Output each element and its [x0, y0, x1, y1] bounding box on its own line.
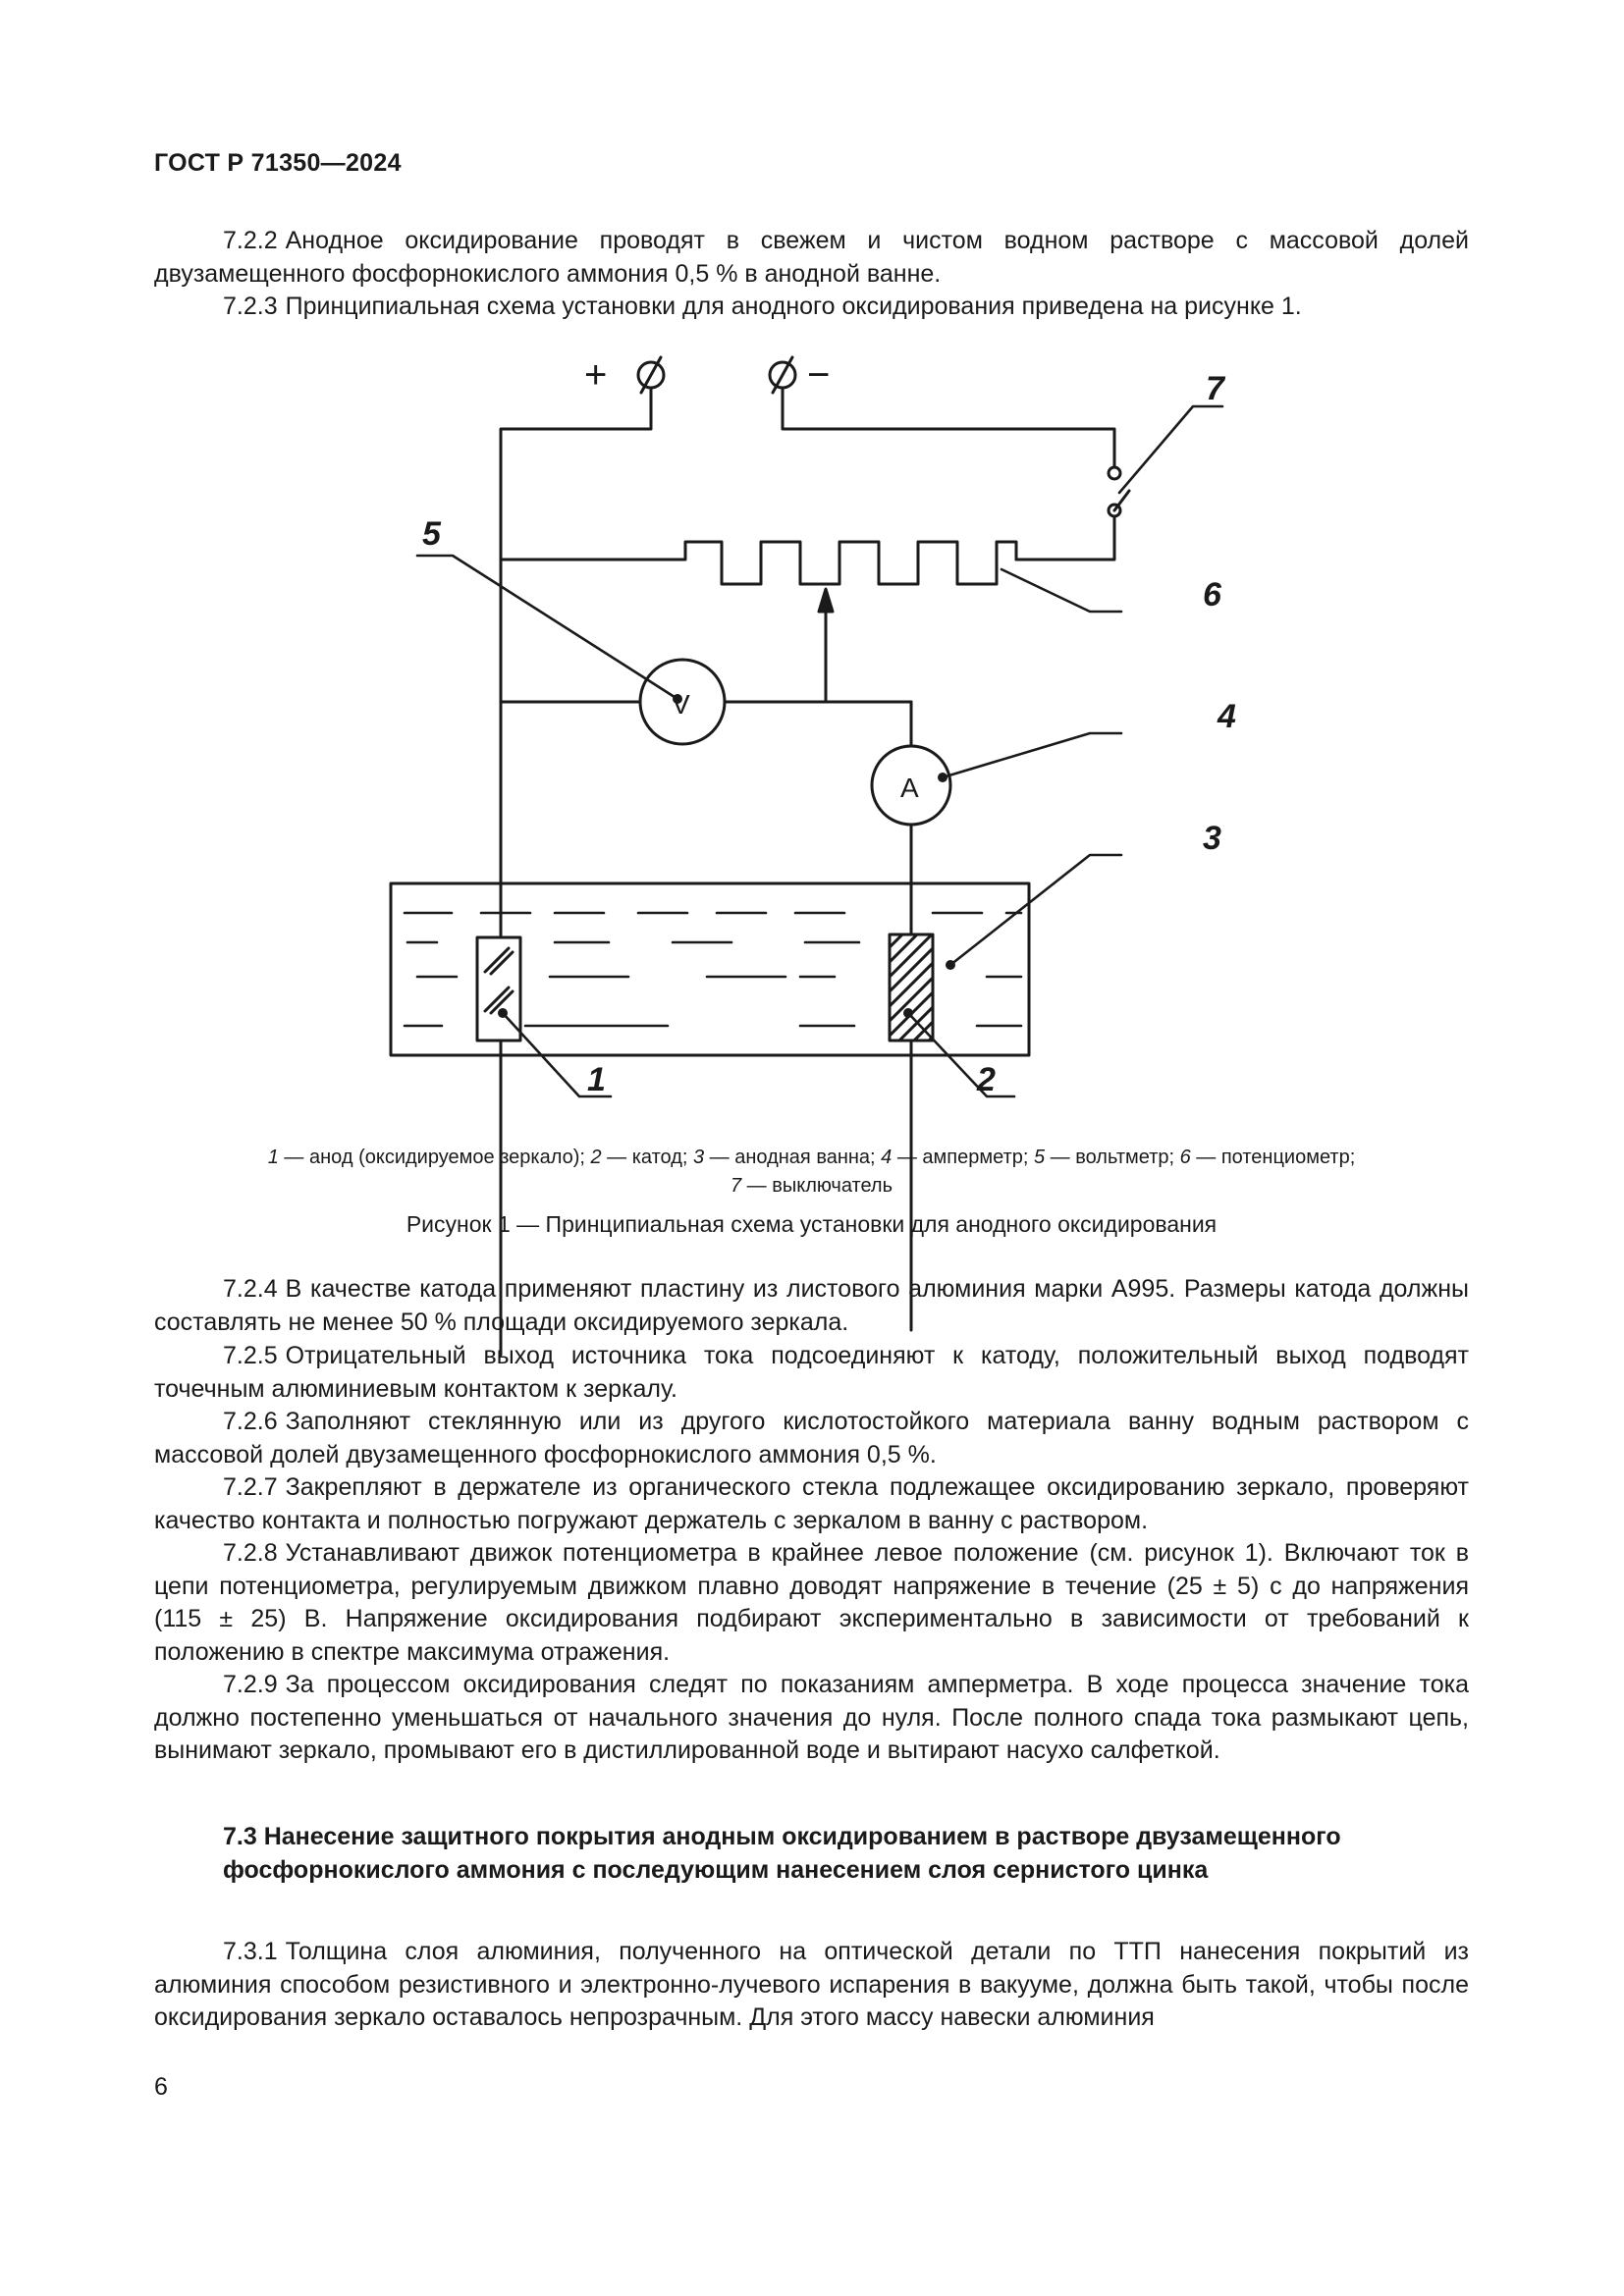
page-number: 6: [154, 2073, 168, 2101]
paragraph-number: 7.2.8: [223, 1539, 278, 1567]
paragraph-text: Толщина слоя алюминия, полученного на оптической детали по ТТП нанесения покрытий из алюминия способом резистивного и электронно-лучевого испарения в вакууме, должна быть такой, чтобы после оксидирования зеркало оставалось непрозрачным. Для этого массу навески алюминия: [154, 1938, 1469, 2031]
figure-caption: Рисунок 1 — Принципиальная схема установки для анодного оксидирования: [406, 1211, 1218, 1237]
paragraph-text: Закрепляют в держателе из органического стекла подлежащее оксидированию зеркало, проверяют качество контакта и полностью погружают держатель с зеркалом в ванну с раствором.: [154, 1473, 1469, 1534]
paragraph-number: 7.2.5: [223, 1342, 278, 1369]
wiper-arrow-icon: [819, 589, 833, 612]
legend-text: — выключатель: [741, 1175, 893, 1197]
wire-switch-to-potentiometer: [1016, 516, 1114, 560]
circuit-diagram-svg: [383, 348, 1236, 1109]
document-header: ГОСТ Р 71350—2024: [154, 149, 402, 177]
paragraph-number: 7.2.4: [223, 1275, 278, 1303]
paragraph-text: Устанавливают движок потенциометра в крайнее левое положение (см. рисунок 1). Включают ток в цепи потенциометра, регулируемым движком плавно доводят напряжение в течение (25 ± 5) с до напряжения (115 ± 25) В. Напряжение оксидирования подбирают экспериментально в зависимости от требований к положению в спектре максимума отражения.: [154, 1539, 1469, 1666]
paragraph-7-2-2: [154, 225, 1469, 291]
paragraph-number: 7.2.2: [223, 227, 278, 254]
paragraph-7-2-4: [154, 1273, 1469, 1339]
legend-line-1: [154, 1144, 1469, 1172]
paragraph-number: 7.2.6: [223, 1408, 278, 1435]
legend-text: — вольтметр;: [1045, 1147, 1180, 1168]
callout-6: 6: [1203, 576, 1221, 614]
legend-text: — анод (оксидируемое зеркало);: [278, 1147, 591, 1168]
potentiometer: [501, 542, 1016, 584]
paragraph-7-2-7: [154, 1471, 1469, 1537]
paragraph-text: Принципиальная схема установки для анодного оксидирования приведена на рисунке 1.: [285, 293, 1302, 320]
wire-positive: [501, 388, 651, 1355]
cathode-plate: [890, 934, 933, 1041]
section-heading-7-3: 7.3 Нанесение защитного покрытия анодным оксидированием в растворе двузамещенного фосфорнокислого аммония с последующим нанесением слоя сернистого цинка: [223, 1823, 1341, 1884]
legend-text: — амперметр;: [892, 1147, 1034, 1168]
callout-5: 5: [422, 515, 441, 553]
paragraph-text: За процессом оксидирования следят по показаниям амперметра. В ходе процесса значение тока должно постепенно уменьшаться от начального значения до нуля. После полного спада тока размыкают цепь, вынимают зеркало, промывают его в дистиллированной воде и вытирают насухо салфеткой.: [154, 1671, 1469, 1764]
callout-1: 1: [587, 1061, 606, 1098]
ammeter-label: A: [900, 773, 919, 803]
legend-text: — потенциометр;: [1190, 1147, 1356, 1168]
callout-4: 4: [1218, 698, 1236, 735]
legend-num: 7: [730, 1175, 742, 1197]
figure-legend: [154, 1144, 1469, 1201]
paragraph-text: В качестве катода применяют пластину из листового алюминия марки А995. Размеры катода должны составлять не менее 50 % площади оксидируемого зеркала.: [154, 1275, 1469, 1336]
paragraph-7-2-5: [154, 1340, 1469, 1406]
paragraph-7-2-8: [154, 1537, 1469, 1669]
switch-contact-top: [1109, 467, 1120, 479]
paragraph-7-2-6: [154, 1406, 1469, 1471]
callout-7: 7: [1206, 370, 1224, 407]
legend-num: 6: [1179, 1147, 1191, 1168]
legend-num: 2: [590, 1147, 602, 1168]
legend-text: — катод;: [601, 1147, 693, 1168]
paragraph-text: Заполняют стеклянную или из другого кислотостойкого материала ванну водным раствором с массовой долей двузамещенного фосфорнокислого аммония 0,5 %.: [154, 1408, 1469, 1468]
paragraph-7-2-9: [154, 1669, 1469, 1768]
legend-num: 4: [881, 1147, 893, 1168]
legend-line-2: [154, 1172, 1469, 1201]
paragraph-number: 7.2.3: [223, 293, 278, 320]
legend-num: 5: [1033, 1147, 1046, 1168]
wire-negative: [783, 388, 1114, 466]
legend-num: 3: [693, 1147, 705, 1168]
switch-lever: [1114, 491, 1129, 510]
paragraph-number: 7.2.9: [223, 1671, 278, 1698]
paragraph-text: Анодное оксидирование проводят в свежем и чистом водном растворе с массовой долей двузамещенного фосфорнокислого аммония 0,5 % в анодной ванне.: [154, 227, 1469, 288]
paragraph-7-2-3: [154, 291, 1469, 324]
callout-3: 3: [1203, 820, 1221, 857]
callout-2: 2: [977, 1061, 996, 1098]
terminal-plus: +: [584, 353, 608, 397]
paragraph-7-3-1: [154, 1936, 1469, 2035]
legend-num: 1: [267, 1147, 279, 1168]
legend-text: — анодная ванна;: [704, 1147, 882, 1168]
paragraph-number: 7.2.7: [223, 1473, 278, 1501]
circuit-diagram: [383, 348, 1236, 1109]
voltmeter-label: V: [672, 689, 690, 720]
terminal-minus: −: [807, 353, 831, 397]
paragraph-text: Отрицательный выход источника тока подсоединяют к катоду, положительный выход подводят точечным алюминиевым контактом к зеркалу.: [154, 1342, 1469, 1403]
paragraph-number: 7.3.1: [223, 1938, 278, 1965]
leader-lines: [417, 406, 1222, 1096]
